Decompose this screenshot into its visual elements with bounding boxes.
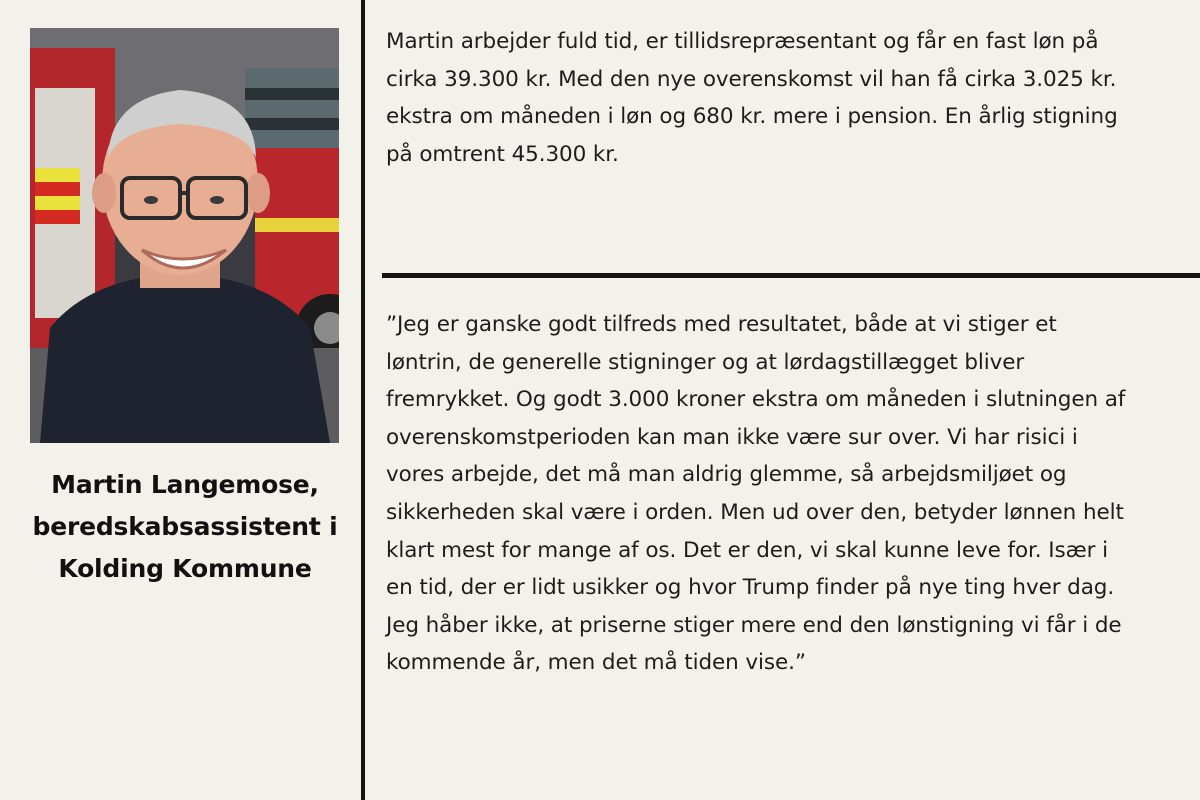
caption-line-name: Martin Langemose, bbox=[51, 470, 319, 499]
person-caption bbox=[0, 464, 370, 590]
quote-line: Jeg håber ikke, at priserne stiger mere end den lønstigning vi får i de bbox=[386, 612, 1122, 638]
facts-line: Martin arbejder fuld tid, er tillidsrepræsentant og får en fast løn på bbox=[386, 29, 1099, 54]
vertical-divider bbox=[361, 0, 365, 800]
portrait-photo bbox=[30, 28, 339, 443]
caption-line-employer: Kolding Kommune bbox=[58, 554, 312, 583]
quote-line: vores arbejde, det må man aldrig glemme, så arbejdsmiljøet og bbox=[386, 462, 1067, 488]
quote-line: en tid, der er lidt usikker og hvor Trump finder på nye ting hver dag. bbox=[386, 575, 1115, 601]
interview-quote bbox=[386, 306, 1181, 682]
quote-line: løntrin, de generelle stigninger og at lørdagstillægget bliver bbox=[386, 349, 1025, 375]
facts-line: ekstra om måneden i løn og 680 kr. mere i pension. En årlig stigning bbox=[386, 104, 1118, 130]
portrait-illustration bbox=[30, 28, 339, 443]
quote-line: kommende år, men det må tiden vise.” bbox=[386, 650, 806, 676]
facts-line: cirka 39.300 kr. Med den nye overenskomst vil han få cirka 3.025 kr. bbox=[386, 66, 1117, 92]
quote-line: fremrykket. Og godt 3.000 kroner ekstra om måneden i slutningen af bbox=[386, 387, 1126, 413]
caption-line-title: beredskabsassistent i bbox=[32, 512, 338, 541]
facts-line: på omtrent 45.300 kr. bbox=[386, 141, 619, 167]
quote-line: sikkerheden skal være i orden. Men ud over den, betyder lønnen helt bbox=[386, 499, 1124, 525]
quote-line: ”Jeg er ganske godt tilfreds med resultatet, både at vi stiger et bbox=[386, 312, 1057, 337]
horizontal-divider bbox=[382, 273, 1200, 278]
salary-facts bbox=[386, 23, 1176, 173]
quote-line: overenskomstperioden kan man ikke være sur over. Vi har risici i bbox=[386, 424, 1078, 450]
quote-line: klart mest for mange af os. Det er den, vi skal kunne leve for. Især i bbox=[386, 537, 1108, 563]
